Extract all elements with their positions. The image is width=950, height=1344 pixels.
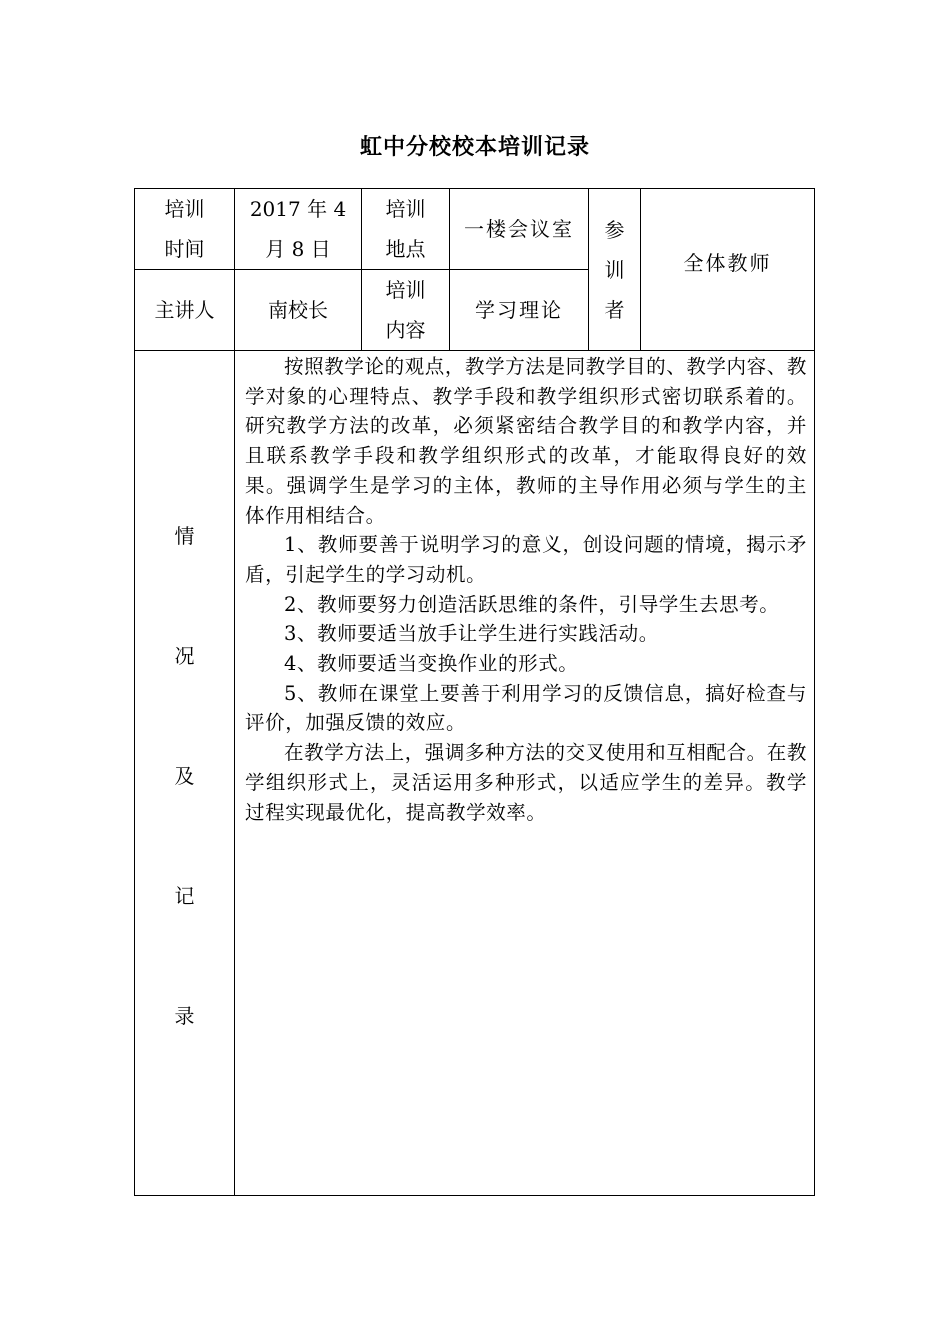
time-value-line2: 月 8 日 — [265, 237, 331, 261]
place-value: 一楼会议室 — [464, 217, 574, 241]
record-paragraph: 3、教师要适当放手让学生进行实践活动。 — [284, 622, 659, 646]
record-label-char4: 记 — [174, 884, 195, 908]
content-label-line2: 内容 — [385, 318, 426, 342]
place-label-line1: 培训 — [385, 197, 426, 221]
record-label-cell — [135, 350, 234, 1196]
place-label-cell — [362, 189, 449, 269]
content-label-line1: 培训 — [385, 278, 426, 302]
speaker-value: 南校长 — [268, 298, 328, 322]
content-label-cell — [362, 270, 449, 350]
content-value: 学习理论 — [475, 298, 563, 322]
time-label-cell — [135, 189, 234, 269]
participant-value-cell — [641, 189, 814, 350]
record-content — [245, 352, 807, 827]
participant-label-char2: 训 — [604, 257, 625, 282]
content-value-cell — [450, 270, 588, 350]
page-title: 虹中分校校本培训记录 — [359, 134, 590, 160]
training-record-table — [134, 188, 815, 1196]
speaker-value-cell — [235, 270, 361, 350]
participant-label-cell — [589, 189, 640, 350]
participant-label-char1: 参 — [604, 217, 625, 242]
record-paragraph: 5、教师在课堂上要善于利用学习的反馈信息，搞好检查与评价，加强反馈的效应。 — [245, 681, 807, 735]
time-value-cell — [235, 189, 361, 269]
record-label-char1: 情 — [174, 524, 195, 548]
speaker-label-cell — [135, 270, 234, 350]
row-divider-2 — [135, 350, 814, 351]
speaker-label: 主讲人 — [154, 298, 215, 322]
record-paragraph: 按照教学论的观点，教学方法是同教学目的、教学内容、教学对象的心理特点、教学手段和教学组织形式密切联系着的。研究教学方法的改革，必须紧密结合教学目的和教学内容，并且联系教学手段和教学组织形式的改革，才能取得良好的效果。强调学生是学习的主体，教师的主导作用必须与学生的主体作用相结合。 — [245, 355, 807, 527]
record-paragraph: 1、教师要善于说明学习的意义，创设问题的情境，揭示矛盾，引起学生的学习动机。 — [245, 533, 807, 586]
participant-value: 全体教师 — [683, 250, 772, 275]
time-label-line2: 时间 — [164, 237, 205, 261]
participant-label-char3: 者 — [604, 297, 625, 322]
record-paragraph: 在教学方法上，强调多种方法的交叉使用和互相配合。在教学组织形式上，灵活运用多种形式，以适应学生的差异。教学过程实现最优化，提高教学效率。 — [245, 741, 807, 824]
record-label-char3: 及 — [174, 764, 195, 788]
record-label-char2: 况 — [174, 644, 195, 668]
time-label-line1: 培训 — [164, 197, 205, 221]
record-label-char5: 录 — [174, 1004, 195, 1028]
record-paragraph: 4、教师要适当变换作业的形式。 — [284, 652, 579, 676]
place-value-cell — [450, 189, 588, 269]
place-label-line2: 地点 — [385, 237, 426, 261]
time-value-line1: 2017 年 4 — [249, 197, 347, 221]
record-paragraph: 2、教师要努力创造活跃思维的条件，引导学生去思考。 — [284, 592, 780, 616]
